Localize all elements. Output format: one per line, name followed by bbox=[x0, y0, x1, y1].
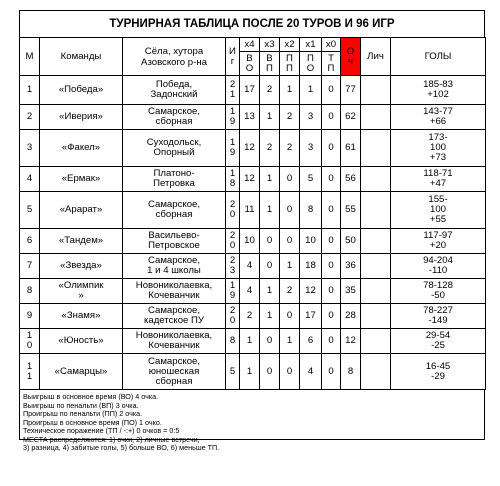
place-cell: 7 bbox=[20, 254, 40, 279]
wp-cell: 1 bbox=[260, 304, 280, 329]
points-cell: 28 bbox=[341, 304, 361, 329]
po-cell: 18 bbox=[300, 254, 322, 279]
personal-cell bbox=[361, 76, 391, 105]
goals-cell: 117-97 +20 bbox=[391, 229, 486, 254]
po-cell: 17 bbox=[300, 304, 322, 329]
points-cell: 36 bbox=[341, 254, 361, 279]
table-row bbox=[20, 354, 486, 390]
tp-cell: 0 bbox=[322, 254, 341, 279]
po-cell: 3 bbox=[300, 105, 322, 130]
points-cell: 35 bbox=[341, 279, 361, 304]
po-cell: 1 bbox=[300, 76, 322, 105]
place-cell: 1 0 bbox=[20, 329, 40, 354]
games-cell: 1 8 bbox=[226, 167, 240, 192]
tp-cell: 0 bbox=[322, 105, 341, 130]
standings-sheet bbox=[19, 10, 485, 452]
note-line: 3) разница, 4) забитые голы, 5) больше ВО, 6) меньше ТП. bbox=[23, 443, 220, 452]
pp-cell: 0 bbox=[280, 354, 300, 390]
table-row bbox=[20, 279, 486, 304]
pp-cell: 0 bbox=[280, 167, 300, 192]
po-cell: 8 bbox=[300, 192, 322, 229]
wo-cell: 13 bbox=[240, 105, 260, 130]
standings-table bbox=[19, 37, 486, 390]
wp-cell: 0 bbox=[260, 254, 280, 279]
place-cell: 2 bbox=[20, 105, 40, 130]
village-cell: Победа, Задонский bbox=[123, 76, 226, 105]
place-cell: 6 bbox=[20, 229, 40, 254]
points-cell: 8 bbox=[341, 354, 361, 390]
personal-cell bbox=[361, 130, 391, 167]
personal-cell bbox=[361, 229, 391, 254]
village-cell: Самарское, кадетское ПУ bbox=[123, 304, 226, 329]
note-line: Проигрыш в основное время (ПО) 1 очко. bbox=[23, 417, 162, 427]
goals-cell: 118-71 +47 bbox=[391, 167, 486, 192]
place-cell: 1 1 bbox=[20, 354, 40, 390]
table-row bbox=[20, 192, 486, 229]
team-cell: «Самарцы» bbox=[40, 354, 123, 390]
personal-cell bbox=[361, 167, 391, 192]
wp-cell: 1 bbox=[260, 105, 280, 130]
points-cell: 77 bbox=[341, 76, 361, 105]
header-points: О ч bbox=[341, 38, 361, 76]
goals-cell: 143-77 +66 bbox=[391, 105, 486, 130]
header-wp: В П bbox=[260, 52, 280, 76]
wp-cell: 0 bbox=[260, 229, 280, 254]
personal-cell bbox=[361, 254, 391, 279]
note-line: МЕСТА распределяются: 1) очки, 2) личные встречи, bbox=[23, 434, 200, 444]
points-cell: 56 bbox=[341, 167, 361, 192]
wo-cell: 2 bbox=[240, 304, 260, 329]
village-cell: Новониколаевка, Кочеванчик bbox=[123, 279, 226, 304]
goals-cell: 185-83 +102 bbox=[391, 76, 486, 105]
tp-cell: 0 bbox=[322, 329, 341, 354]
header-teams: Команды bbox=[40, 38, 123, 76]
games-cell: 2 0 bbox=[226, 304, 240, 329]
team-cell: «Иверия» bbox=[40, 105, 123, 130]
pp-cell: 1 bbox=[280, 254, 300, 279]
header-wo: В О bbox=[240, 52, 260, 76]
header-x1: х1 bbox=[300, 38, 322, 52]
goals-cell: 155- 100 +55 bbox=[391, 192, 486, 229]
po-cell: 12 bbox=[300, 279, 322, 304]
village-cell: Суходольск, Опорный bbox=[123, 130, 226, 167]
team-cell: «Победа» bbox=[40, 76, 123, 105]
points-cell: 12 bbox=[341, 329, 361, 354]
personal-cell bbox=[361, 304, 391, 329]
pp-cell: 1 bbox=[280, 76, 300, 105]
header-personal: Лич bbox=[361, 38, 391, 76]
wp-cell: 1 bbox=[260, 279, 280, 304]
wo-cell: 4 bbox=[240, 254, 260, 279]
games-cell: 2 0 bbox=[226, 192, 240, 229]
team-cell: «Тандем» bbox=[40, 229, 123, 254]
pp-cell: 2 bbox=[280, 279, 300, 304]
place-cell: 1 bbox=[20, 76, 40, 105]
pp-cell: 1 bbox=[280, 329, 300, 354]
goals-cell: 29-54 -25 bbox=[391, 329, 486, 354]
points-cell: 62 bbox=[341, 105, 361, 130]
wo-cell: 4 bbox=[240, 279, 260, 304]
table-title: ТУРНИРНАЯ ТАБЛИЦА ПОСЛЕ 20 ТУРОВ И 96 ИГР bbox=[19, 10, 485, 37]
table-row bbox=[20, 229, 486, 254]
wp-cell: 2 bbox=[260, 130, 280, 167]
goals-cell: 16-45 -29 bbox=[391, 354, 486, 390]
team-cell: «Юность» bbox=[40, 329, 123, 354]
wo-cell: 17 bbox=[240, 76, 260, 105]
header-x4: х4 bbox=[240, 38, 260, 52]
table-row bbox=[20, 254, 486, 279]
standings-rows bbox=[20, 76, 486, 390]
scoring-notes bbox=[19, 390, 485, 452]
place-cell: 3 bbox=[20, 130, 40, 167]
pp-cell: 0 bbox=[280, 304, 300, 329]
note-line: Выигрыш по пенальти (ВП) 3 очка. bbox=[23, 400, 139, 410]
place-cell: 5 bbox=[20, 192, 40, 229]
wp-cell: 1 bbox=[260, 167, 280, 192]
po-cell: 3 bbox=[300, 130, 322, 167]
village-cell: Самарское, 1 и 4 школы bbox=[123, 254, 226, 279]
village-cell: Васильево- Петровское bbox=[123, 229, 226, 254]
village-cell: Новониколаевка, Кочеванчик bbox=[123, 329, 226, 354]
note-line: Выигрыш в основное время (ВО) 4 очка. bbox=[23, 392, 159, 401]
note-line: Проигрыш по пенальти (ПП) 2 очка. bbox=[23, 409, 143, 418]
wp-cell: 2 bbox=[260, 76, 280, 105]
goals-cell: 173- 100 +73 bbox=[391, 130, 486, 167]
wp-cell: 0 bbox=[260, 354, 280, 390]
header-games: И г bbox=[226, 38, 240, 76]
games-cell: 5 bbox=[226, 354, 240, 390]
table-row bbox=[20, 105, 486, 130]
team-cell: «Олимпик » bbox=[40, 279, 123, 304]
goals-cell: 78-128 -50 bbox=[391, 279, 486, 304]
po-cell: 4 bbox=[300, 354, 322, 390]
tp-cell: 0 bbox=[322, 130, 341, 167]
header-po: П О bbox=[300, 52, 322, 76]
tp-cell: 0 bbox=[322, 229, 341, 254]
header-place: М bbox=[20, 38, 40, 76]
note-line: Техническое поражение (ТП / -:+) 0 очков = 0:5 bbox=[23, 426, 180, 435]
games-cell: 8 bbox=[226, 329, 240, 354]
header-x2: х2 bbox=[280, 38, 300, 52]
personal-cell bbox=[361, 105, 391, 130]
place-cell: 9 bbox=[20, 304, 40, 329]
tp-cell: 0 bbox=[322, 279, 341, 304]
header-goals: ГОЛЫ bbox=[391, 38, 486, 76]
team-cell: «Факел» bbox=[40, 130, 123, 167]
wo-cell: 12 bbox=[240, 167, 260, 192]
wo-cell: 1 bbox=[240, 329, 260, 354]
pp-cell: 2 bbox=[280, 105, 300, 130]
table-row bbox=[20, 329, 486, 354]
po-cell: 6 bbox=[300, 329, 322, 354]
personal-cell bbox=[361, 279, 391, 304]
wp-cell: 1 bbox=[260, 192, 280, 229]
points-cell: 50 bbox=[341, 229, 361, 254]
games-cell: 2 1 bbox=[226, 76, 240, 105]
header-x0: х0 bbox=[322, 38, 341, 52]
tp-cell: 0 bbox=[322, 76, 341, 105]
wo-cell: 12 bbox=[240, 130, 260, 167]
pp-cell: 0 bbox=[280, 192, 300, 229]
team-cell: «Арарат» bbox=[40, 192, 123, 229]
games-cell: 2 0 bbox=[226, 229, 240, 254]
place-cell: 4 bbox=[20, 167, 40, 192]
wo-cell: 10 bbox=[240, 229, 260, 254]
header-x3: х3 bbox=[260, 38, 280, 52]
pp-cell: 2 bbox=[280, 130, 300, 167]
games-cell: 1 9 bbox=[226, 105, 240, 130]
po-cell: 5 bbox=[300, 167, 322, 192]
tp-cell: 0 bbox=[322, 304, 341, 329]
pp-cell: 0 bbox=[280, 229, 300, 254]
village-cell: Самарское, юношеская сборная bbox=[123, 354, 226, 390]
wo-cell: 1 bbox=[240, 354, 260, 390]
header-pp: П П bbox=[280, 52, 300, 76]
village-cell: Платоно- Петровка bbox=[123, 167, 226, 192]
tp-cell: 0 bbox=[322, 192, 341, 229]
personal-cell bbox=[361, 354, 391, 390]
tp-cell: 0 bbox=[322, 167, 341, 192]
team-cell: «Звезда» bbox=[40, 254, 123, 279]
goals-cell: 94-204 -110 bbox=[391, 254, 486, 279]
points-cell: 55 bbox=[341, 192, 361, 229]
table-row bbox=[20, 76, 486, 105]
personal-cell bbox=[361, 329, 391, 354]
personal-cell bbox=[361, 192, 391, 229]
table-row bbox=[20, 304, 486, 329]
village-cell: Самарское, сборная bbox=[123, 105, 226, 130]
points-cell: 61 bbox=[341, 130, 361, 167]
goals-cell: 78-227 -149 bbox=[391, 304, 486, 329]
header-tp: Т П bbox=[322, 52, 341, 76]
table-row bbox=[20, 130, 486, 167]
team-cell: «Знамя» bbox=[40, 304, 123, 329]
games-cell: 1 9 bbox=[226, 279, 240, 304]
games-cell: 2 3 bbox=[226, 254, 240, 279]
team-cell: «Ермак» bbox=[40, 167, 123, 192]
tp-cell: 0 bbox=[322, 354, 341, 390]
table-row bbox=[20, 167, 486, 192]
wp-cell: 0 bbox=[260, 329, 280, 354]
place-cell: 8 bbox=[20, 279, 40, 304]
village-cell: Самарское, сборная bbox=[123, 192, 226, 229]
header-villages: Сёла, хутора Азовского р-на bbox=[123, 38, 226, 76]
po-cell: 10 bbox=[300, 229, 322, 254]
wo-cell: 11 bbox=[240, 192, 260, 229]
games-cell: 1 9 bbox=[226, 130, 240, 167]
